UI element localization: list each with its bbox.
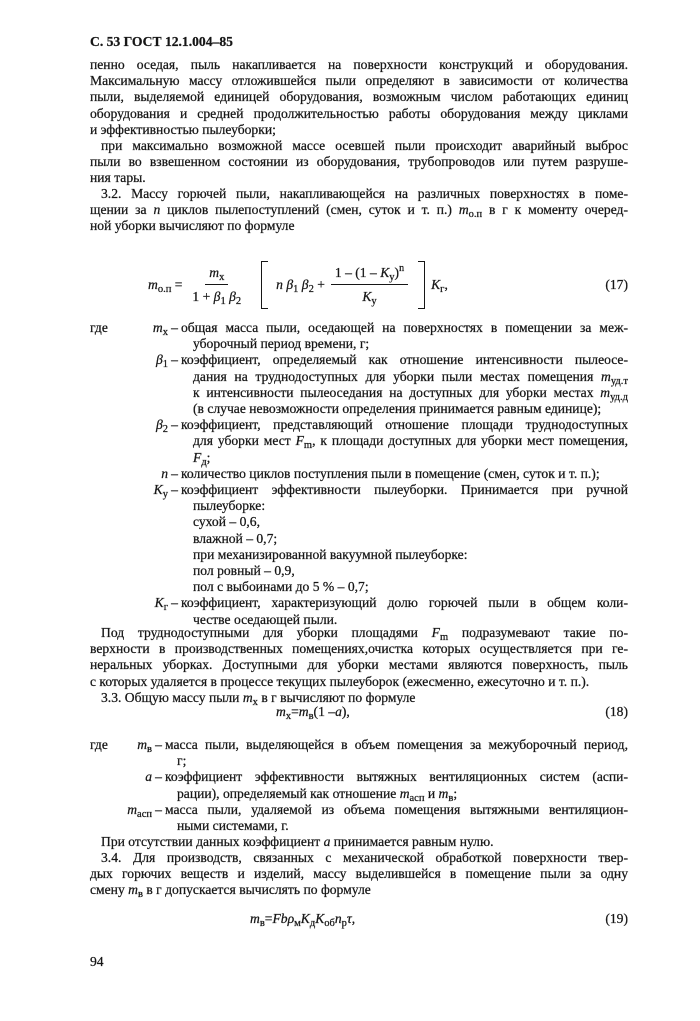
text-line [177, 786, 628, 802]
where-label: где [90, 320, 108, 335]
text-run: (в случае невозможности определения принимается равным единице); [193, 401, 602, 417]
definition-text [181, 466, 628, 482]
text-run: (1 – [313, 704, 336, 719]
text-run: в г вычисляют по формуле [257, 690, 416, 705]
definition-symbol [90, 769, 152, 801]
definition-text [181, 595, 628, 627]
definition-dash: – [171, 595, 178, 611]
variable-subscript: д [201, 456, 207, 468]
text-run: уборочный период времени, г; [193, 336, 370, 352]
definition-text [181, 482, 628, 595]
variable-subscript: г [163, 602, 168, 614]
math-variable [229, 289, 242, 307]
text-run: масса пыли, удаляемой из объема помещения вытяжными вентиляцион- [165, 801, 628, 817]
text-line [181, 352, 628, 368]
math-variable [153, 482, 168, 501]
definition-item [90, 595, 628, 627]
variable-symbol: n [161, 465, 168, 481]
definition-dash: – [171, 352, 178, 368]
variable-symbol: m [127, 801, 138, 817]
text-run: , [444, 277, 448, 292]
text-line [90, 186, 628, 202]
right-bracket [418, 261, 425, 309]
text-run: 3.4. Для производств, связанных с механической обработкой поверхности твер- [101, 850, 628, 865]
variable-symbol: m [298, 704, 309, 719]
text-line [193, 369, 628, 385]
variable-symbol: m [137, 737, 148, 752]
math-variable [137, 737, 152, 755]
text-run: сухой – 0,6, [193, 514, 260, 530]
definition-item [90, 417, 628, 466]
text-line [90, 834, 628, 850]
text-line [90, 218, 628, 234]
variable-symbol: β [286, 277, 294, 292]
math-variable [127, 801, 152, 820]
variable-symbol: K [431, 277, 441, 292]
variable-subscript: д [309, 918, 316, 929]
definition-symbol [90, 466, 168, 482]
text-run: , [351, 911, 356, 926]
definition-text [181, 352, 628, 417]
definition-item [90, 320, 628, 352]
definition-symbol [90, 417, 168, 466]
definition-dash: – [171, 465, 178, 481]
definition-dash: – [171, 320, 178, 335]
text-run: щении за [90, 202, 154, 218]
definition-item [90, 466, 628, 482]
text-run: оборудования и средней продолжительностью работы оборудования между циклами [90, 105, 628, 121]
math-variable [276, 704, 291, 720]
definition-symbol [90, 802, 152, 834]
math-variable [431, 277, 445, 295]
variable-subscript: у [371, 296, 377, 307]
left-bracket [261, 261, 268, 309]
text-line [177, 818, 628, 834]
text-run: верхности в производственных помещениях,очистка которых осуществляется при ге- [90, 641, 628, 657]
text-run: пол с выбоинами до 5 % – 0,7; [193, 579, 369, 595]
numerator [205, 265, 228, 285]
variable-symbol: n [153, 202, 161, 218]
text-run: влажной – 0,7; [193, 530, 278, 546]
text-line [90, 57, 628, 73]
variable-symbol: a [335, 704, 342, 719]
variable-subscript: 1 [220, 296, 226, 307]
variable-subscript: 2 [235, 296, 242, 307]
definition-item [90, 737, 628, 769]
definition-dash: – [155, 737, 162, 752]
math-variable [399, 785, 425, 804]
text-run: г; [177, 753, 187, 769]
variable-symbol: τ [346, 911, 352, 926]
variable-subscript: 1 [293, 284, 299, 295]
definition-text [165, 802, 628, 834]
text-run: ния тары. [90, 170, 146, 186]
formula-term [276, 277, 325, 293]
definition-item [90, 769, 628, 804]
definitions-17 [90, 320, 628, 628]
definition-dash: – [171, 482, 178, 498]
variable-subscript: х [219, 272, 225, 283]
text-run: пыли во взвешенном состоянии из оборудования, трубопроводов или путем разруше- [90, 154, 628, 170]
definition-dash: – [155, 801, 162, 817]
variable-subscript: 2 [162, 424, 168, 436]
variable-symbol: β [155, 417, 163, 433]
text-line [90, 202, 629, 221]
variable-symbol: m [438, 785, 449, 801]
definition-symbol [90, 352, 168, 417]
paragraph-no-data [90, 834, 628, 850]
math-variable [286, 277, 299, 295]
math-variable [315, 911, 335, 927]
variable-subscript: о.п [157, 284, 172, 295]
math-variable [209, 265, 225, 283]
superscript: n [399, 263, 405, 274]
text-line [193, 433, 628, 452]
variable-subscript: асп [409, 792, 425, 804]
text-run: коэффициент, представляющий отношение площади труднодоступных [181, 417, 628, 433]
text-run: ной уборки вычисляют по формуле [90, 218, 295, 234]
variable-subscript: об [324, 918, 335, 929]
text-line [165, 737, 628, 753]
variable-symbol: K [300, 911, 310, 926]
variable-symbol: F [431, 625, 440, 640]
text-run: ; [453, 785, 458, 801]
text-line [90, 154, 628, 170]
text-line [193, 336, 628, 352]
variable-symbol: m [242, 690, 253, 705]
variable-subscript: в [147, 744, 152, 755]
math-variable [128, 882, 143, 901]
text-run: принимается равным нулю. [330, 834, 494, 849]
text-run: + [313, 277, 325, 292]
text-run: пыли, выделяемой единицей оборудования, возможным числом работающих единиц [90, 89, 628, 105]
denominator [188, 285, 245, 305]
math-variable [301, 277, 314, 295]
text-run: , к площади доступных для уборки мест помещения, [312, 433, 628, 449]
variable-subscript: р [341, 918, 347, 929]
text-run: Максимальную массу отложившейся пыли определяют в зависимости от количества [90, 73, 628, 89]
text-line [90, 138, 628, 154]
text-run: коэффициент, характеризующий долю горючей пыли в общем коли- [181, 595, 628, 611]
definition-item [90, 482, 628, 595]
variable-symbol: a [145, 769, 152, 785]
text-run: ; [206, 449, 211, 465]
variable-symbol: m [458, 202, 469, 218]
definition-text [181, 417, 628, 466]
definition-text [165, 737, 628, 769]
variable-symbol: β [213, 289, 221, 304]
math-variable [438, 785, 454, 804]
variable-symbol: m [152, 320, 163, 335]
text-run: пол ровный – 0,9, [193, 563, 295, 579]
variable-symbol: β [155, 352, 163, 368]
variable-symbol: K [153, 482, 163, 498]
text-run: с которых удаляется в процессе текущих пылеуборок (ежесменно, ежесуточно и т. п.). [90, 673, 590, 689]
text-run: смену [90, 882, 129, 898]
variable-symbol: n [334, 911, 342, 926]
text-run: коэффициент эффективности вытяжных вентиляционных систем (аспи- [165, 769, 628, 785]
formula-number: (19) [605, 911, 628, 926]
text-run: в г допускается вычислять по формуле [142, 882, 371, 898]
definition-dash: – [171, 417, 178, 433]
variable-symbol: m [250, 911, 260, 926]
text-run: при механизированной вакуумной пылеуборке: [193, 546, 468, 562]
text-run: в г к моменту очеред- [482, 202, 629, 218]
math-variable [276, 277, 283, 292]
text-line [90, 657, 628, 673]
text-run: общая масса пыли, оседающей на поверхностях в помещении за меж- [181, 320, 628, 335]
variable-subscript: в [137, 889, 143, 901]
text-run: рации), определяемый как отношение [177, 785, 400, 801]
page-number: 94 [90, 954, 104, 969]
formula-tail [431, 277, 448, 293]
text-line [90, 170, 628, 186]
paragraph-3-3 [90, 690, 628, 706]
where-label: где [90, 737, 108, 752]
text-run: ными системами, г. [177, 818, 289, 834]
text-run: при максимально возможной массе осевшей пыли происходит аварийный выброс [101, 138, 628, 153]
text-run: 1 + [192, 289, 214, 304]
denominator [358, 285, 380, 305]
page-header: С. 53 ГОСТ 12.1.004–85 [90, 34, 233, 49]
variable-subscript: х [285, 711, 292, 722]
formula-number: (17) [605, 277, 628, 292]
text-run: 3.3. Общую массу пыли [101, 690, 243, 705]
text-line [90, 674, 628, 690]
variable-symbol: K [380, 265, 390, 280]
math-variable [155, 417, 168, 436]
variable-symbol: F [193, 449, 202, 465]
definition-text [165, 769, 628, 804]
variable-symbol: m [399, 785, 410, 801]
text-line [90, 625, 628, 641]
math-variable [155, 352, 168, 371]
variable-subscript: m [439, 632, 449, 643]
text-run: коэффициент, определяемый как отношение интенсивности пылеосе- [181, 352, 628, 368]
variable-symbol: n [276, 277, 283, 292]
text-line [193, 579, 628, 595]
math-variable [161, 466, 168, 481]
text-run: к интенсивности пылеоседания на доступных для уборки местах [193, 384, 601, 400]
text-line [165, 769, 628, 785]
fraction [331, 265, 408, 305]
paragraph-p1 [90, 57, 628, 138]
variable-subscript: х [252, 697, 258, 708]
math-variable [250, 911, 265, 927]
variable-symbol: a [323, 834, 331, 849]
variable-symbol: Fbρ [272, 911, 295, 926]
math-variable [154, 595, 168, 614]
text-run: ) [394, 265, 400, 280]
paragraph-3-4 [90, 850, 628, 899]
formula-19 [250, 911, 355, 927]
variable-symbol: m [209, 265, 220, 280]
math-variable [145, 769, 152, 784]
definition-text [181, 320, 628, 352]
formula-17 [148, 262, 448, 308]
variable-symbol: K [315, 911, 325, 926]
text-line [90, 882, 628, 901]
text-line [193, 547, 628, 563]
math-variable [601, 368, 628, 387]
variable-subscript: m [303, 440, 313, 452]
variable-subscript: асп [137, 808, 152, 820]
text-run: = [264, 911, 273, 926]
text-line [193, 385, 628, 401]
variable-subscript: х [162, 327, 168, 338]
text-line [181, 482, 628, 498]
math-variable [600, 384, 628, 403]
variable-symbol: m [600, 384, 611, 400]
variable-subscript: г [440, 284, 445, 295]
math-variable [431, 625, 449, 643]
math-variable [242, 690, 258, 708]
text-run: масса пыли, выделяющейся в объем помещения за межуборочный период, [165, 737, 628, 752]
text-run: пенно оседая, пыль накапливается на поверхности конструкций и оборудования. [90, 57, 628, 72]
text-run: и эффективностью пылеуборки; [90, 121, 276, 137]
text-run: 1 – (1 – [334, 265, 381, 280]
text-line [90, 641, 628, 657]
math-variable [362, 289, 377, 307]
text-line [90, 106, 628, 122]
math-variable [295, 433, 313, 452]
text-line [90, 690, 628, 706]
variable-symbol: K [154, 595, 164, 611]
text-line [90, 850, 628, 866]
math-variable [148, 277, 172, 295]
text-line [181, 320, 628, 336]
text-line [193, 450, 628, 466]
variable-symbol: m [148, 277, 158, 292]
variable-subscript: в [308, 711, 314, 722]
text-run: 3.2. Массу горючей пыли, накапливающейся на различных поверхностях в поме- [101, 186, 628, 201]
text-run: ), [341, 704, 350, 719]
text-line [90, 89, 628, 105]
text-line [193, 401, 628, 417]
math-variable [299, 704, 314, 720]
definitions-18 [90, 737, 628, 834]
text-run: дых горючих веществ и изделий, массу выделившейся в помещение пыли за одну [90, 866, 628, 882]
math-variable [193, 449, 207, 468]
text-line [181, 417, 628, 433]
text-run: пылеуборке: [193, 498, 266, 514]
text-line [181, 595, 628, 611]
text-run: коэффициент эффективности пылеуборки. Принимается при ручной [181, 482, 628, 498]
text-line [90, 866, 628, 882]
variable-symbol: m [601, 368, 611, 384]
paragraph-p2 [90, 138, 628, 187]
definition-symbol [90, 482, 168, 595]
text-line [90, 122, 628, 138]
math-variable [301, 911, 315, 927]
variable-symbol: F [295, 433, 304, 449]
variable-symbol: β [229, 289, 236, 304]
text-line [165, 802, 628, 818]
math-variable [335, 911, 347, 927]
definition-item [90, 802, 628, 834]
paragraph-hard-to-reach [90, 625, 628, 690]
text-run: = [171, 277, 183, 292]
numerator [331, 265, 408, 285]
text-run: Под труднодоступными для уборки площадями [101, 625, 432, 640]
paragraph-3-2 [90, 186, 628, 235]
variable-symbol: m [276, 704, 286, 719]
math-variable [335, 704, 342, 720]
text-run: дания на труднодоступных для уборки пыли местах помещения [193, 368, 602, 384]
variable-subscript: у [162, 489, 168, 501]
math-variable [380, 265, 395, 283]
text-line [193, 531, 628, 547]
text-run: честве оседающей пыли. [193, 611, 338, 627]
variable-subscript: у [389, 272, 395, 283]
variable-subscript: 1 [162, 359, 168, 371]
text-run: = [291, 704, 299, 719]
math-variable [458, 202, 483, 221]
fraction [188, 265, 245, 305]
variable-subscript: уд.д [610, 391, 628, 403]
variable-subscript: м [294, 918, 301, 929]
variable-subscript: о.п [468, 209, 483, 221]
text-line [193, 563, 628, 579]
text-run: подразумевают такие по- [448, 625, 628, 640]
text-run: При отсутствии данных коэффициент [101, 834, 324, 849]
variable-subscript: уд.т [610, 375, 628, 387]
formula-18 [276, 704, 350, 720]
definition-item [90, 352, 628, 417]
text-run: для уборки мест [193, 433, 296, 449]
variable-subscript: в [448, 792, 454, 804]
text-run: количество циклов поступления пыли в помещение (смен, суток и т. п.); [181, 465, 600, 481]
text-line [193, 514, 628, 530]
text-line [193, 498, 628, 514]
text-line [177, 753, 628, 769]
text-line [181, 466, 628, 482]
definition-symbol [90, 595, 168, 627]
variable-symbol: K [362, 289, 372, 304]
text-run: циклов пылепоступлений (смен, суток и т. п.) [160, 202, 459, 218]
math-variable [152, 320, 168, 338]
definition-dash: – [155, 769, 162, 785]
text-run: неральных уборках. Доступными для уборки местами являются поверхность, пыль [90, 657, 628, 673]
math-variable [272, 911, 300, 927]
text-run: и [424, 785, 439, 801]
math-variable [213, 289, 226, 307]
text-line [90, 73, 628, 89]
variable-subscript: 2 [308, 284, 314, 295]
variable-symbol: β [301, 277, 309, 292]
variable-subscript: в [259, 918, 265, 929]
formula-lhs [148, 277, 182, 293]
variable-symbol: m [128, 882, 138, 898]
formula-number: (18) [605, 704, 628, 719]
